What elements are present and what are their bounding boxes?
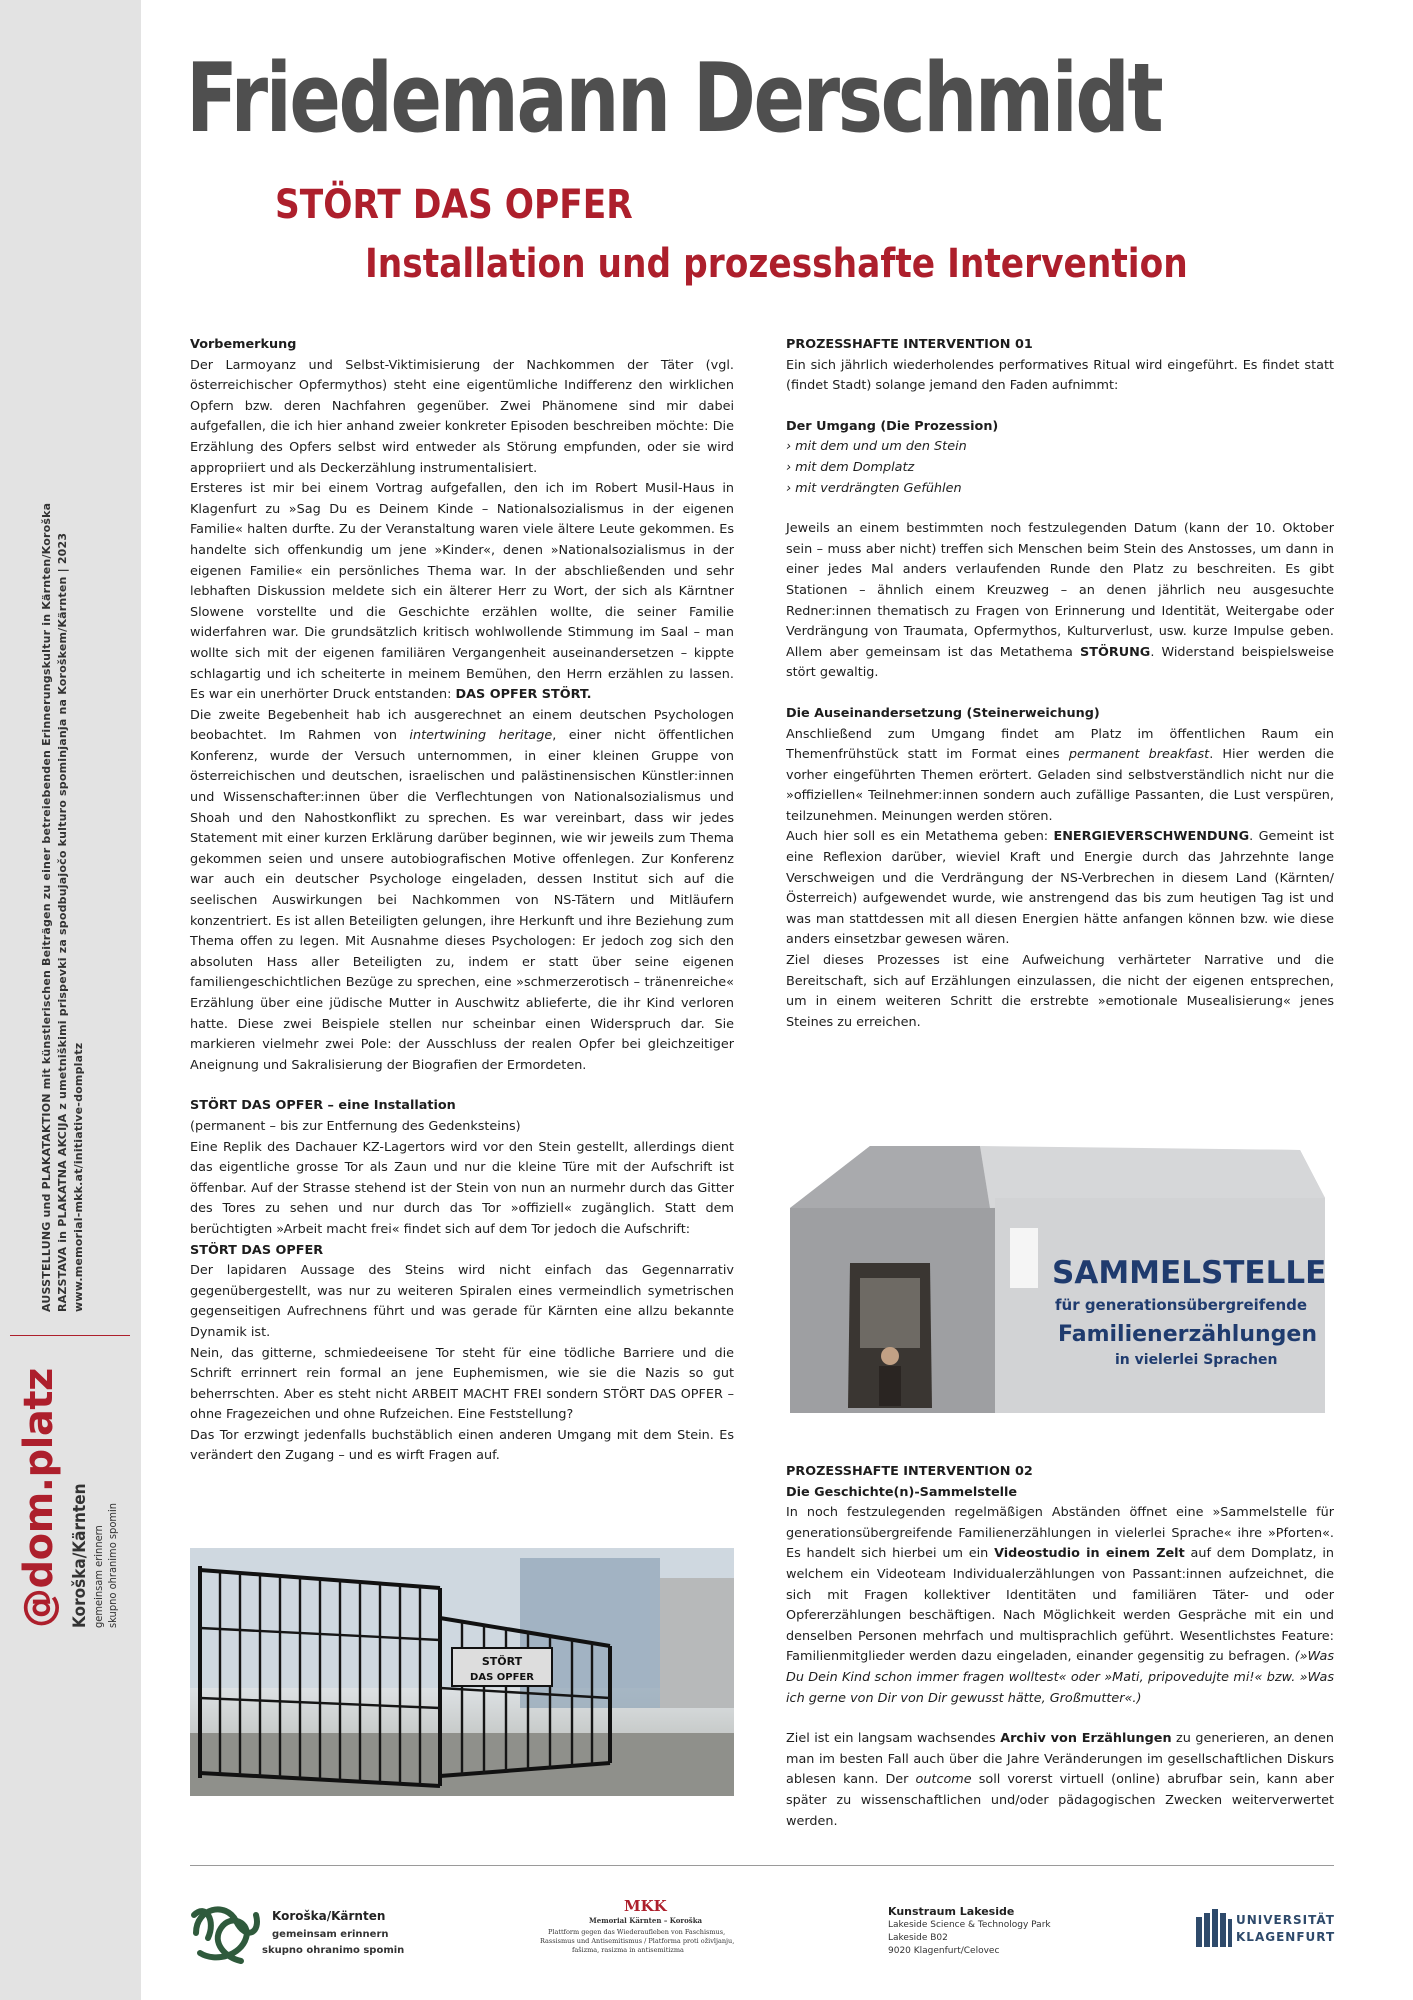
paragraph: Ersteres ist mir bei einem Vortrag aufgefallen, den ich im Robert Musil-Haus in Klagenfurt zu »Sag Du es Deinem Kinde – Nationalsozialismus in der eigenen Familie« halten durfte. Zu der Veranstaltung waren viele ältere Leute gekommen. Es handelte sich offenkundig um jene »Kinder«, denen »Nationalsozialismus in der eigenen Familie« ein persönliches Thema war. In der abschließenden und sehr lebhaften Diskussion meldete sich ein älterer Herr zu Wort, der sich als Kärntner Slowene vorstellte und die Geschichte erzählen wollte, die seiner Familie widerfahren war. Die grundsätzlich kritisch wohlwollende Stimmung im Saal – man wollte sich mit der eigenen familiären Vergangenheit auseinandersetzen – kippte schlagartig und ich scheiterte in meinem Bemühen, den Herrn erzählen zu lassen. Es war ein unerhörter Druck entstanden: DAS OPFER STÖRT. <box>190 481 734 703</box>
mkk-line3: Rassismus und Antisemitismus / Platforma proti oživljanju, <box>540 1937 735 1945</box>
gate-photo <box>190 1548 734 1796</box>
bold-phrase: DAS OPFER STÖRT. <box>455 687 592 703</box>
heading-auseinandersetzung: Die Auseinandersetzung (Steinerweichung) <box>786 705 1100 721</box>
heading-intervention-01: PROZESSHAFTE INTERVENTION 01 <box>786 337 1033 352</box>
sidebar-line3: skupno ohranimo spomin <box>106 1502 119 1628</box>
sidebar-info1: AUSSTELLUNG und PLAKATAKTION mit künstlerischen Beiträgen zu einer betreiebenden Erinnerungskultur in Kärnten/Koroška <box>40 502 53 1312</box>
italic-phrase: outcome <box>915 1772 972 1788</box>
italic-phrase: (»Was Du Dein Kind schon immer fragen wolltest« oder »Mati, pripovedujte mi!« bzw. »Was ich gerne von Dir von Dir gewusst hätte, Großmutter«.) <box>786 1649 1334 1706</box>
footer-logo1-line2: gemeinsam erinnern <box>272 1929 389 1940</box>
left-column <box>190 335 734 1467</box>
gate-sign-line1: STÖRT <box>481 1655 523 1668</box>
list-item: › mit verdrängten Gefühlen <box>786 480 962 496</box>
university-name-line2: KLAGENFURT <box>1236 1930 1336 1944</box>
paragraph: Ein sich jährlich wiederholendes performatives Ritual wird eingeführt. Es findet statt (findet Stadt) solange jemand den Faden aufnimmt: <box>786 357 1334 394</box>
tent-text-line1: SAMMELSTELLE <box>1052 1255 1327 1291</box>
paragraph: Nein, das gitterne, schmiedeeisene Tor steht für eine tödliche Barriere und die Schrift errinnert rein formal an jene Euphemismen, wie sie die Nazis so gut beherrschten. Aber es steht nicht ARBEIT MACHT FREI sondern STÖRT DAS OPFER – ohne Fragezeichen und ohne Rufzeichen. Eine Feststellung? <box>190 1345 734 1423</box>
paragraph: (permanent – bis zur Entfernung des Gedenksteins) <box>190 1118 521 1134</box>
bold-phrase: Videostudio in einem Zelt <box>994 1546 1185 1562</box>
gate-illustration <box>190 1548 734 1796</box>
gate-sign-line2: DAS OPFER <box>470 1672 534 1683</box>
university-logo-icon <box>1196 1909 1232 1947</box>
footer-divider <box>190 1865 1334 1866</box>
list-item: › mit dem Domplatz <box>786 459 915 475</box>
kunstraum-line1: Kunstraum Lakeside <box>888 1905 1015 1918</box>
tent-text-line4: in vielerlei Sprachen <box>1115 1352 1278 1368</box>
footer-logo1-line3: skupno ohranimo spomin <box>262 1945 405 1956</box>
sidebar-info2: RAZSTAVA in PLAKATNA AKCIJA z umetniškimi prispevki za spodbujajočo kulturo spominjanja na Koroškem/Kärnten | 2023 <box>56 532 69 1312</box>
tent-illustration <box>780 1138 1340 1420</box>
paragraph: Der Larmoyanz und Selbst-Viktimisierung der Nachkommen der Täter (vgl. österreichischer Opfermythos) steht eine eigentümliche Indifferenz den wirklichen Opfern bzw. deren Nachfahren gegenüber. Zwei Phänomene sind mir dabei aufgefallen, die ich hier anhand zweier konkreter Episoden beschreiben möchte: Die Erzählung des Opfers selbst wird entweder als Störung empfunden, oder sie wird appropriiert und als Deckerzählung instrumentalisiert. <box>190 357 734 476</box>
university-name-line1: UNIVERSITÄT <box>1236 1913 1335 1927</box>
sidebar-handle: @dom.platz <box>16 1368 62 1628</box>
heading-umgang: Der Umgang (Die Prozession) <box>786 418 999 434</box>
paragraph: Auch hier soll es ein Metathema geben: ENERGIEVERSCHWENDUNG. Gemeint ist eine Reflexion darüber, wieviel Kraft und Energie durch das Jahrzehnte lange Verschweigen und die Verdrängung der NS-Verbrechen in diesem Land (Kärnten/Österreich) aufgewendet wurde, wie anstrengend das bis zum heutigen Tag ist und was man stattdessen mit all diesen Energien hätte anfangen können bzw. wie diese anders einsetzbar gewesen wären. <box>786 829 1334 948</box>
mkk-line4: fašizma, rasizma in antisemitizma <box>572 1946 684 1954</box>
mkk-line1: Memorial Kärnten – Koroška <box>589 1916 703 1925</box>
kunstraum-line4: 9020 Klagenfurt/Celovec <box>888 1946 1000 1956</box>
bold-phrase: ENERGIEVERSCHWENDUNG <box>1053 829 1250 845</box>
subtitle-secondary: Installation und prozesshafte Intervention <box>365 241 1188 287</box>
tent-text-line2: für generationsübergreifende <box>1055 1296 1308 1314</box>
bold-phrase: STÖRUNG <box>1080 644 1151 660</box>
sidebar-line2: gemeinsam erinnern <box>92 1525 105 1628</box>
footer-logo1-line1: Koroška/Kärnten <box>272 1909 386 1923</box>
heading-vorbemerkung: Vorbemerkung <box>190 337 297 352</box>
mkk-line2: Plattform gegen das Wiederaufleben von Faschismus, <box>548 1928 726 1936</box>
paragraph: Die zweite Begebenheit hab ich ausgerechnet an einem deutschen Psychologen beobachtet. Im Rahmen von intertwining heritage, einer nicht öffentlichen Konferenz, wurde der Versuch unternommen, in einer kleinen Gruppe von österreichischen und deutschen, israelischen und palästinensischen Künstler:innen und Wissenschafter:innen über die Verflechtungen von Nationalsozialismus und Shoah und den Nahostkonflikt zu sprechen. Es war vereinbart, dass wir jedes Statement mit einer kurzen Erklärung darüber beginnen, wie wir jeweils zum Thema gekommen seien und unsere autobiografischen Motive offenlegen. Zur Konferenz war auch ein deutscher Psychologe eingeladen, dessen Institut sich auf die seelischen Auswirkungen bei Nachkommen von NS-Tätern und Mitläufern konzentriert. Es ist allen Beteiligten gelungen, ihre Herkunft und ihre Beziehung zum Thema offen zu legen. Mit Ausnahme dieses Psychologen: Er jedoch zog sich den absoluten Hass aller Beteiligten zu, indem er statt über seine eigenen familiengeschichtlichen Bezüge zu sprechen, eine »schmerzerotisch – tränenreiche« Erzählung über eine jüdische Mutter in Auschwitz ablieferte, die ihr Kind verloren hatte. Diese zwei Beispiele stellen nur scheinbar einen Widerspruch dar. Sie markieren vielmehr zwei Pole: der Ausschluss der realen Opfer bei gleichzeitiger Aneignung und Sakralisierung der Biografien der Ermordeten. <box>190 707 734 1073</box>
list-item: › mit dem und um den Stein <box>786 439 967 455</box>
bold-line: STÖRT DAS OPFER <box>190 1242 324 1258</box>
sidebar-divider <box>10 1335 130 1336</box>
heading-sammelstelle: Die Geschichte(n)-Sammelstelle <box>786 1484 1018 1500</box>
right-column-lower <box>786 1462 1334 1832</box>
sidebar-line1: Koroška/Kärnten <box>70 1483 90 1628</box>
kunstraum-line3: Lakeside B02 <box>888 1933 948 1943</box>
paragraph: Ziel dieses Prozesses ist eine Aufweichung verhärteter Narrative und die Bereitschaft, sich auf Erzählungen einzulassen, die nicht der eigenen entsprechen, um in einem weiteren Schritt die erstrebte »emotionale Musealisierung« jenes Steines zu erreichen. <box>786 953 1334 1030</box>
right-column <box>786 335 1334 1033</box>
tent-text-line3: Familienerzählungen <box>1058 1322 1317 1347</box>
paragraph: Das Tor erzwingt jedenfalls buchstäblich einen anderen Umgang mit dem Stein. Es verändert den Zugang – und es wirft Fragen auf. <box>190 1427 734 1464</box>
paragraph: Der lapidaren Aussage des Steins wird nicht einfach das Gegennarrativ gegenübergestellt, was nur zu weiteren Spiralen eines vermeindlich symetrischen gegenseitigen Aufrechnens führt und was gerade für Kärnten eine allzu bekannte Dynamik ist. <box>190 1263 734 1340</box>
mkk-logo: MKK <box>624 1897 667 1915</box>
paragraph: Ziel ist ein langsam wachsendes Archiv von Erzählungen zu generieren, an denen man im besten Fall auch über die Jahre Veränderungen im gesellschaftlichen Diskurs ablesen kann. Der outcome soll vorerst virtuell (online) abrufbar sein, kann aber später zu wissenschaftlichen und/oder pädagogischen Zwecken weiterverwertet werden. <box>786 1731 1334 1829</box>
heading-intervention-02: PROZESSHAFTE INTERVENTION 02 <box>786 1464 1033 1479</box>
kunstraum-line2: Lakeside Science & Technology Park <box>888 1920 1051 1930</box>
heading-installation: STÖRT DAS OPFER – eine Installation <box>190 1098 456 1114</box>
tent-photo <box>780 1138 1340 1420</box>
italic-phrase: permanent breakfast <box>1068 747 1210 763</box>
sidebar <box>0 0 141 2000</box>
bold-phrase: Archiv von Erzählungen <box>1000 1731 1172 1747</box>
paragraph: Eine Replik des Dachauer KZ-Lagertors wird vor den Stein gestellt, allerdings dient das eigentliche grosse Tor als Zaun und nur die kleine Türe mit der Aufschrift ist öffenbar. Auf der Strasse stehend ist der Stein von nun an nurmehr durch das Gitter des Tores zu sehen und nur durch das Tor »offiziell« zugänglich. Statt dem berüchtigten »Arbeit macht frei« findet sich auf dem Tor jedoch die Aufschrift: <box>190 1139 734 1237</box>
italic-phrase: intertwining heritage <box>409 728 553 744</box>
koroska-logo-icon <box>186 1893 264 1971</box>
page-title: Friedemann Derschmidt <box>186 44 1162 154</box>
sidebar-info3: www.memorial-mkk.at/initiative-domplatz <box>72 1042 85 1312</box>
subtitle-primary: STÖRT DAS OPFER <box>275 182 633 228</box>
paragraph: Jeweils an einem bestimmten noch festzulegenden Datum (kann der 10. Oktober sein – muss aber nicht) treffen sich Menschen beim Stein des Anstosses, um dann in einer jedes Mal anders verlaufenden Runde den Platz zu beschreiten. Es gibt Stationen – ähnlich einem Kreuzweg – an denen jährlich neu ausgesuchte Redner:innen thematisch zu Fragen von Erinnerung und Identität, Weitergabe oder Verdrängung von Traumata, Opfermythos, Kulturverlust, usw. kurze Impulse geben. Allem aber gemeinsam ist das Metathema STÖRUNG. Widerstand beispielsweise stört gewaltig. <box>786 521 1335 681</box>
paragraph: Anschließend zum Umgang findet am Platz im öffentlichen Raum ein Themenfrühstück statt im Format eines permanent breakfast. Hier werden die vorher eingeführten Themen erörtert. Geladen sind selbstverständlich nicht nur die »offiziellen« Teilnehmer:innen sondern auch zufällige Passanten, die Lust verspüren, teilzunehmen. Meinungen werden stören. <box>786 726 1334 824</box>
paragraph: In noch festzulegenden regelmäßigen Abständen öffnet eine »Sammelstelle für generationsübergreifende Familienerzählungen in vielerlei Sprache« ihre »Pforten«. Es handelt sich hierbei um ein Videostudio in einem Zelt auf dem Domplatz, in welchem ein Videoteam Individualerzählungen von Passant:innen aufzeichnet, die sich mit Fragen kollektiver Identitäten und familiären Täter- und oder Opfererzählungen beschäftigen. Nach Möglichkeit werden Gespräche mit ein und denselben Personen mehrfach und multisprachlich geführt. Wesentlichstes Feature: Familienmitglieder werden dazu eingeladen, einander gegensitig zu befragen. (»Was Du Dein Kind schon immer fragen wolltest« oder »Mati, pripovedujte mi!« bzw. »Was ich gerne von Dir von Dir gewusst hätte, Großmutter«.) <box>786 1505 1334 1706</box>
